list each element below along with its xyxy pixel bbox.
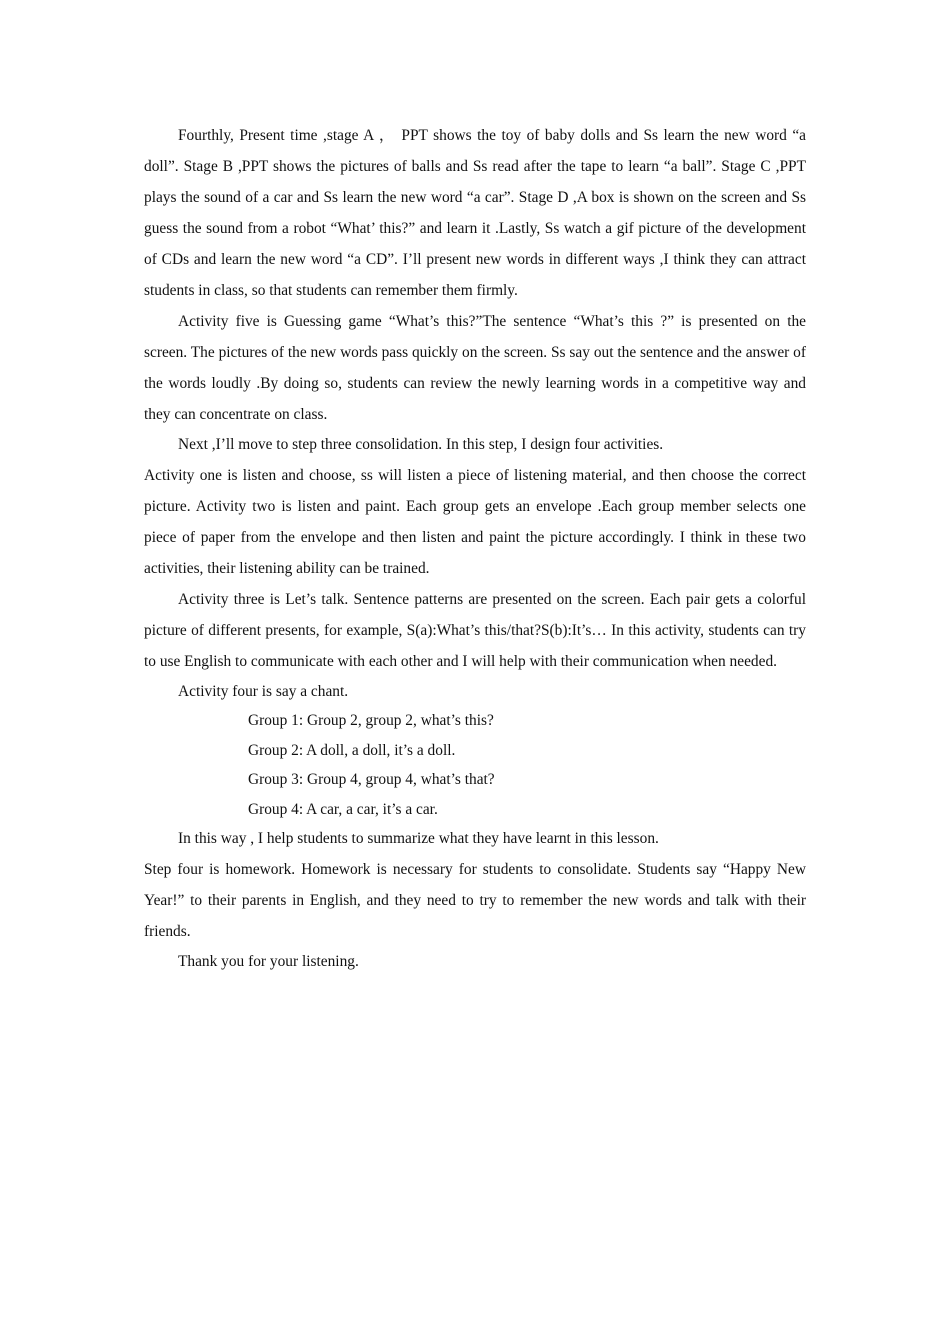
document-page	[144, 120, 806, 976]
paragraph-activity-four: Activity four is say a chant.	[178, 682, 349, 700]
paragraph-present-time: Fourthly, Present time ,stage A ， PPT shows the toy of baby dolls and Ss learn the new word “a doll”. Stage B ,PPT shows the pictures of balls and Ss read after the tape to learn “a ball”. Stage C ,PPT plays the sound of a car and Ss learn the new word “a car”. Stage D ,A box is shown on the screen and Ss guess the sound from a robot “What’ this?” and learn it .Lastly, Ss watch a gif picture of the development of CDs and learn the new word “a CD”. I’ll present new words in different ways ,I think they can attract students in class, so that students can remember them firmly.	[144, 127, 806, 299]
paragraph-activity-one-two: Activity one is listen and choose, ss will listen a piece of listening material, and then choose the correct picture. Activity two is listen and paint. Each group gets an envelope .Each group member selects one piece of paper from the envelope and then listen and paint the picture accordingly. I think in these two activities, their listening ability can be trained.	[144, 466, 806, 577]
chant-line: Group 2: A doll, a doll, it’s a doll.	[248, 741, 456, 759]
chant-list	[144, 706, 806, 824]
paragraph-closing: Thank you for your listening.	[178, 952, 359, 970]
chant-line: Group 1: Group 2, group 2, what’s this?	[248, 712, 494, 729]
chant-line: Group 3: Group 4, group 4, what’s that?	[248, 771, 495, 788]
paragraph-activity-three: Activity three is Let’s talk. Sentence patterns are presented on the screen. Each pair gets a colorful picture of different presents, for example, S(a):What’s this/that?S(b):It’s… In this activity, students can try to use English to communicate with each other and I will help with their communication when needed.	[144, 590, 806, 670]
paragraph-homework: Step four is homework. Homework is necessary for students to consolidate. Students say “Happy New Year!” to their parents in English, and they need to try to remember the new words and talk with their friends.	[144, 860, 806, 940]
paragraph-activity-five: Activity five is Guessing game “What’s this?”The sentence “What’s this ?” is presented on the screen. The pictures of the new words pass quickly on the screen. Ss say out the sentence and the answer of the words loudly .By doing so, students can review the newly learning words in a competitive way and they can concentrate on class.	[144, 313, 806, 423]
chant-line: Group 4: A car, a car, it’s a car.	[248, 800, 438, 818]
paragraph-summary: In this way , I help students to summarize what they have learnt in this lesson.	[178, 830, 659, 847]
paragraph-step-three: Next ,I’ll move to step three consolidation. In this step, I design four activities.	[178, 436, 664, 453]
